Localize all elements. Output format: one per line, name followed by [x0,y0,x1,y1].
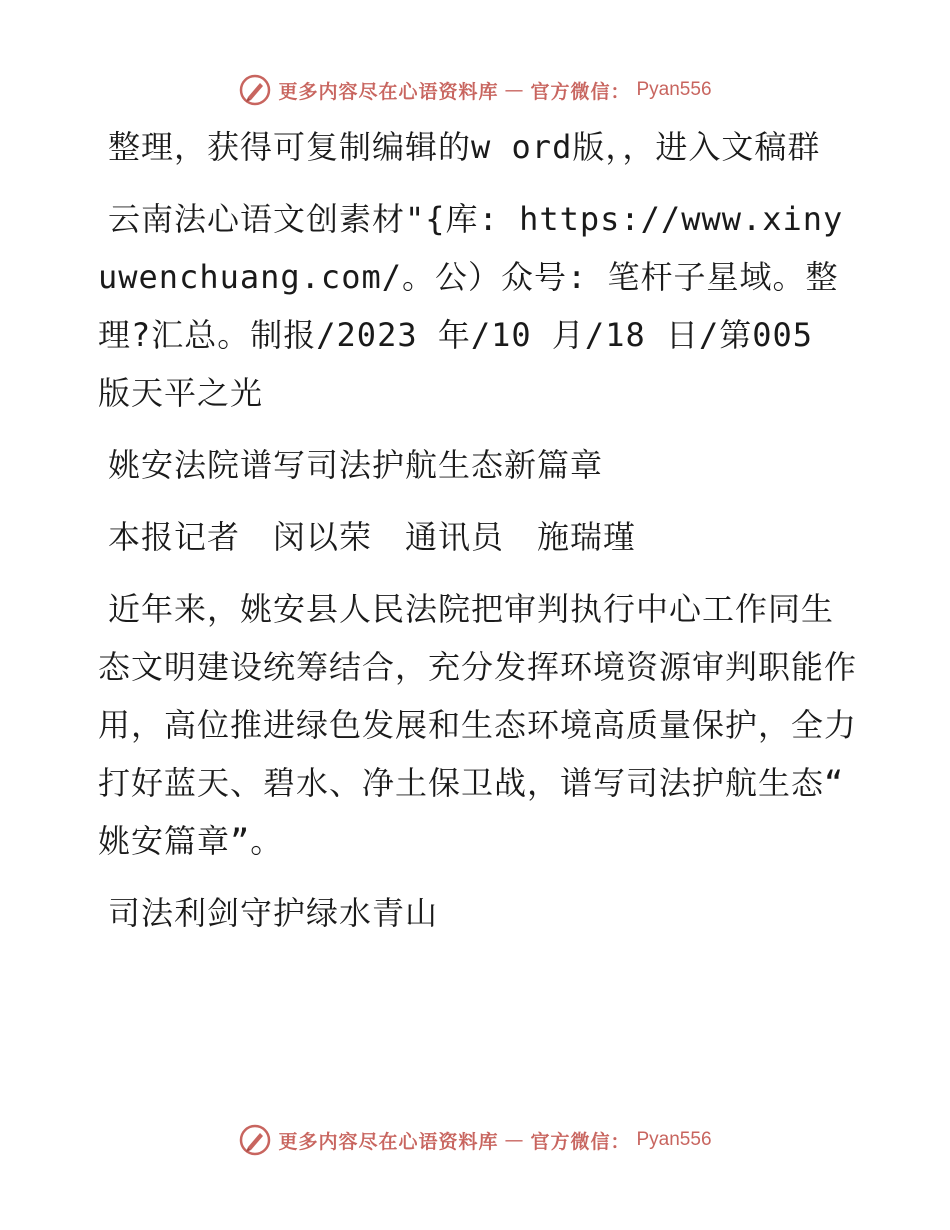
section-heading: 司法利剑守护绿水青山 [108,894,439,932]
document-body [98,118,858,956]
byline: 本报记者 闵以荣 通讯员 施瑞瑾 [108,518,637,556]
watermark-handle: Pyan556 [636,79,712,100]
watermark-brand-text: 更多内容尽在心语资料库 [278,80,499,103]
pen-logo-icon [238,73,272,107]
body-paragraph: 近年来，姚安县人民法院把审判执行中心工作同生态文明建设统筹结合，充分发挥环境资源审判职能作用，高位推进绿色发展和生态环境高质量保护，全力打好蓝天、碧水、净土保卫战，谱写司法护航生态“ 姚安篇章”。 [98,590,858,860]
pen-logo-icon [238,1123,272,1157]
watermark-brand-text: 更多内容尽在心语资料库 [278,1130,499,1153]
intro-paragraph: 整理，获得可复制编辑的w ord版，，进入文稿群 [108,128,821,166]
watermark-official-label: 官方微信： [530,80,631,103]
source-paragraph: 云南法心语文创素材"{库: https://www.xinyuwenchuang.com/。公）众号: 笔杆子星域。整理?汇总。制报/2023 年/10 月/18 日/第005 版天平之光 [98,200,844,412]
watermark-handle: Pyan556 [636,1129,712,1150]
footer-watermark [0,1120,950,1160]
watermark-official-label: 官方微信： [530,1130,631,1153]
watermark-separator: — [504,1129,525,1151]
article-title: 姚安法院谱写司法护航生态新篇章 [108,446,604,484]
watermark-separator: — [504,79,525,101]
header-watermark [0,70,950,110]
